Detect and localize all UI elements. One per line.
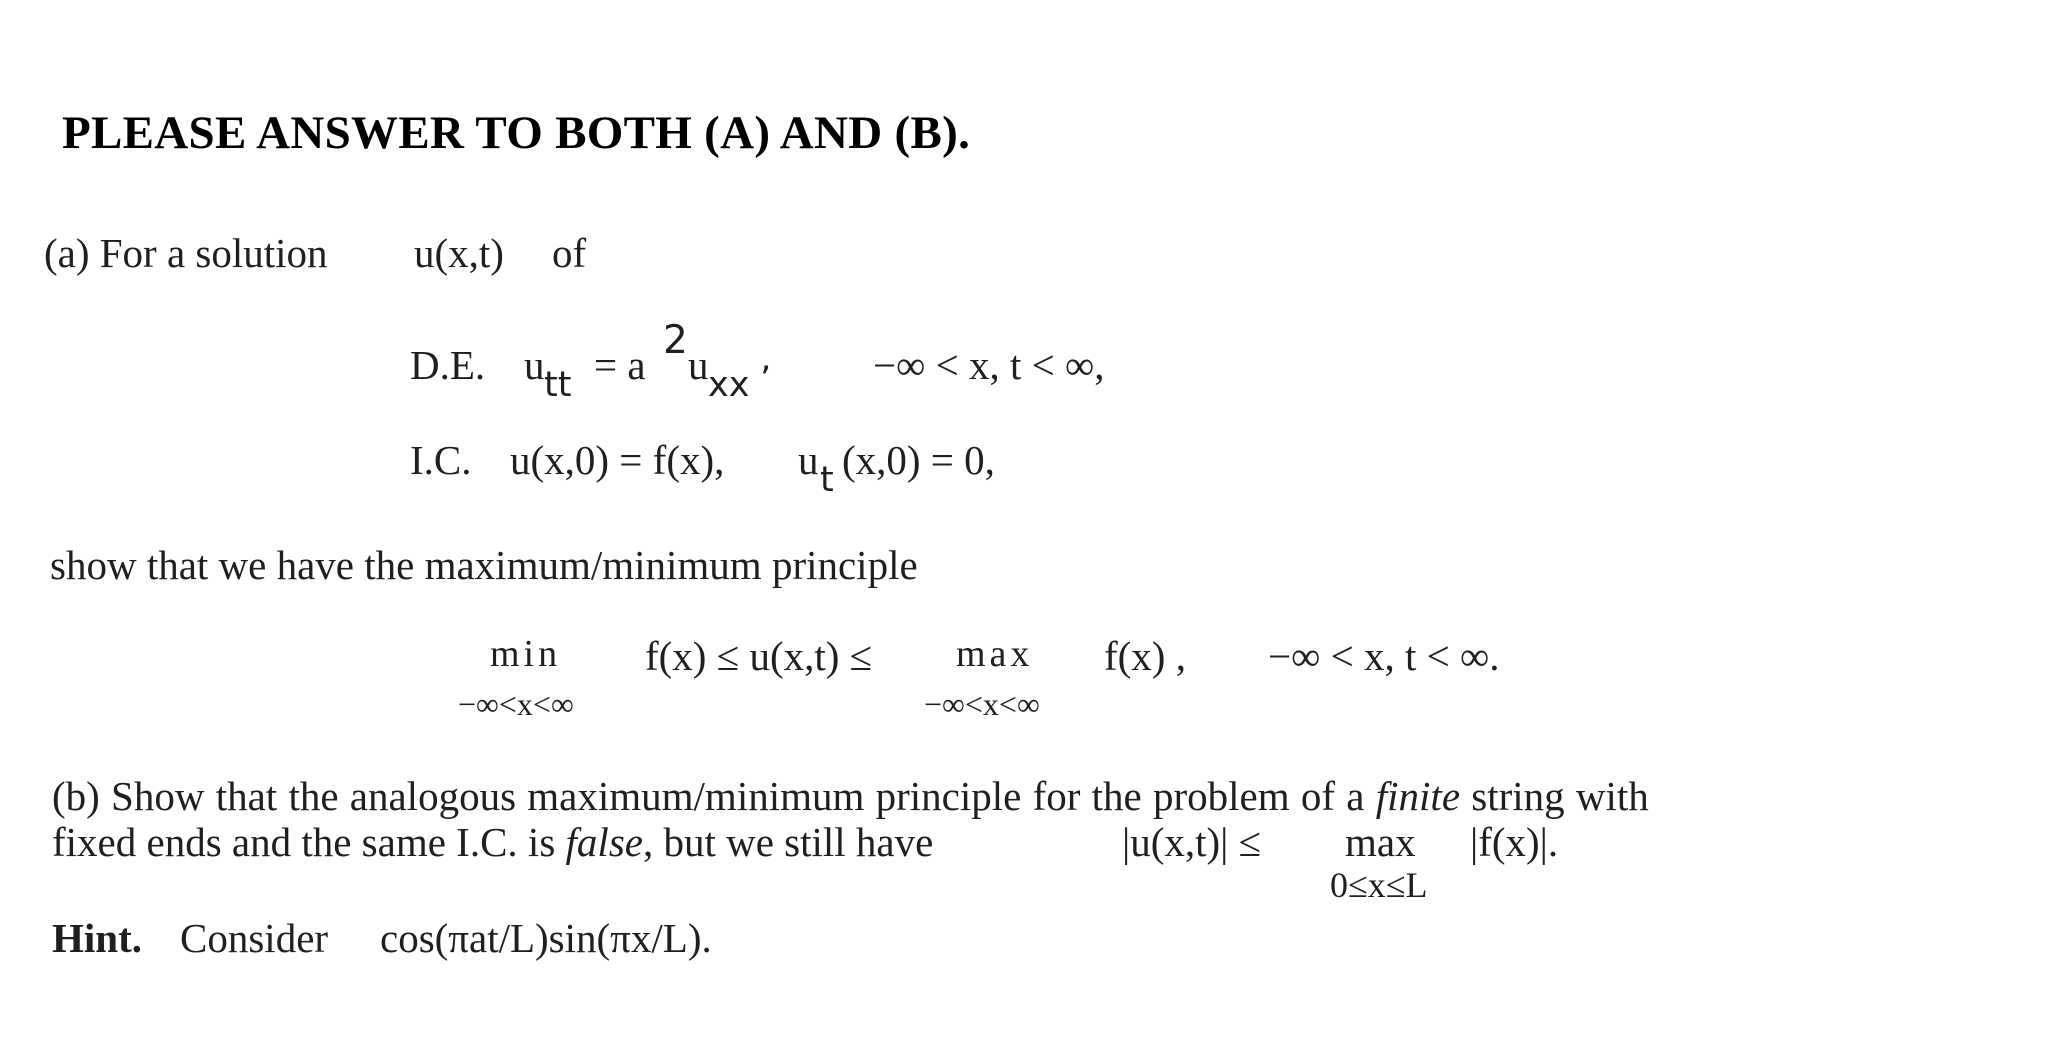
de-equals: = a xyxy=(594,342,646,388)
part-b-line-1-end: string with xyxy=(1471,773,1649,819)
de-superscript: 2 xyxy=(663,318,688,363)
principle-middle: f(x) ≤ u(x,t) ≤ xyxy=(645,633,873,679)
part-a-function: u(x,t) xyxy=(414,230,504,276)
ic-subscript: t xyxy=(820,460,834,500)
part-b-false: false xyxy=(565,819,643,865)
part-b-max-limit: 0≤x≤L xyxy=(1330,865,1428,905)
de-lhs-subscript: tt xyxy=(544,365,572,405)
de-rhs-subscript: xx xyxy=(708,365,750,405)
ic-second-condition: (x,0) = 0, xyxy=(842,437,995,483)
hint-text: Consider xyxy=(180,915,329,961)
de-rhs-u: u xyxy=(688,342,709,388)
min-limit: −∞<x<∞ xyxy=(458,686,574,722)
part-b-finite: finite xyxy=(1375,773,1461,819)
part-b-max-operator: max xyxy=(1345,819,1416,865)
hint-label: Hint. xyxy=(52,915,142,961)
de-label: D.E. xyxy=(410,342,486,388)
part-a-label: (a) For a solution xyxy=(44,230,328,276)
principle-max-expr: f(x) , xyxy=(1104,633,1186,679)
part-b-line-2 xyxy=(52,818,933,866)
ic-first-condition: u(x,0) = f(x), xyxy=(510,437,725,483)
de-lhs-u: u xyxy=(524,342,545,388)
show-principle-text: show that we have the maximum/minimum principle xyxy=(50,542,918,588)
ic-u: u xyxy=(798,437,819,483)
part-a-intro xyxy=(44,229,328,277)
part-b-abs-u: |u(x,t)| ≤ xyxy=(1122,819,1262,865)
part-b-line-1 xyxy=(52,772,1649,820)
principle-range: −∞ < x, t < ∞. xyxy=(1268,633,1500,679)
part-b-line-1-start: (b) Show that the analogous maximum/minimum principle for the problem of a xyxy=(52,773,1365,819)
ic-label: I.C. xyxy=(410,437,472,483)
part-a-of: of xyxy=(552,230,587,276)
max-operator: max xyxy=(956,633,1034,675)
hint-expression: cos(πat/L)sin(πx/L). xyxy=(380,915,712,961)
part-b-line-2-mid: , but we still have xyxy=(642,819,934,865)
de-range: −∞ < x, t < ∞, xyxy=(873,342,1105,388)
de-comma: ’ xyxy=(760,360,772,400)
part-b-max-expr: |f(x)|. xyxy=(1470,819,1559,865)
page-title: PLEASE ANSWER TO BOTH (A) AND (B). xyxy=(62,107,971,159)
part-b-line-2-start: fixed ends and the same I.C. is xyxy=(52,819,556,865)
max-limit: −∞<x<∞ xyxy=(924,686,1040,722)
min-operator: min xyxy=(490,633,562,675)
